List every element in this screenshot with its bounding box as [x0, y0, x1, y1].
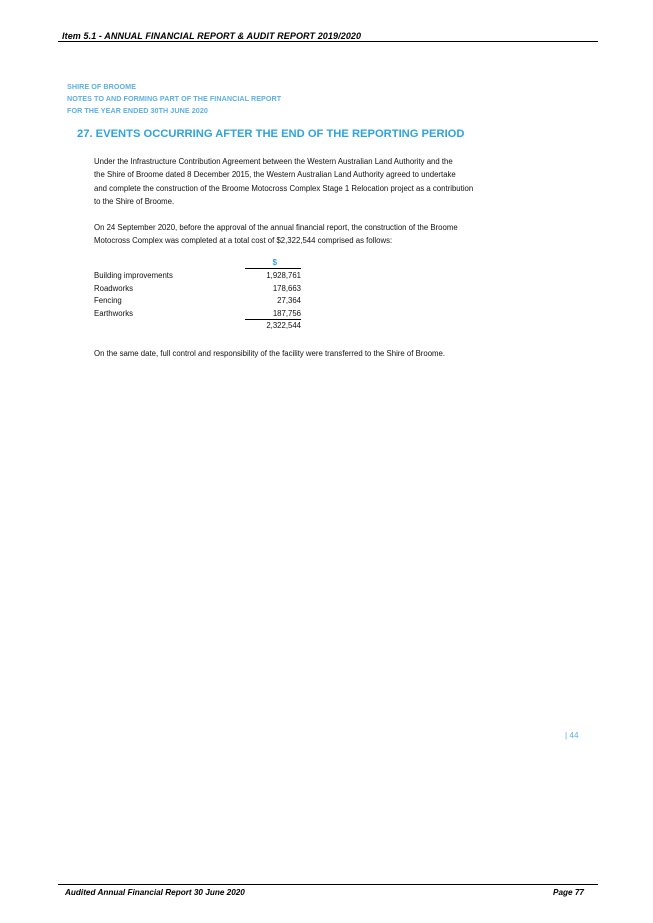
report-subtitle: NOTES TO AND FORMING PART OF THE FINANCIAL REPORT: [67, 94, 282, 103]
table-row-label: Roadworks: [94, 284, 133, 293]
paragraph-line: Motocross Complex was completed at a total cost of $2,322,544 comprised as follows:: [94, 236, 393, 246]
org-name: SHIRE OF BROOME: [67, 82, 137, 91]
paragraph-line: and complete the construction of the Broome Motocross Complex Stage 1 Relocation project as a contribution: [94, 183, 474, 193]
paragraph-transfer: On the same date, full control and responsibility of the facility were transferred to the Shire of Broome.: [94, 349, 446, 358]
section-heading: 27. EVENTS OCCURRING AFTER THE END OF THE REPORTING PERIOD: [77, 128, 465, 140]
table-row-value: 178,663: [272, 284, 301, 293]
table-subtotal-rule: [245, 319, 301, 320]
footer-rule: [58, 884, 598, 885]
table-row-label: Fencing: [94, 296, 122, 305]
page-marker: | 44: [565, 731, 579, 740]
table-row-value: 187,756: [272, 309, 301, 318]
paragraph-completion: [94, 221, 534, 248]
table-row-label: Building improvements: [94, 271, 173, 280]
table-header-rule: [245, 268, 301, 269]
paragraph-line: to the Shire of Broome.: [94, 196, 175, 206]
table-row-label: Earthworks: [94, 309, 133, 318]
table-currency-header: $: [272, 258, 277, 267]
paragraph-line: Under the Infrastructure Contribution Agreement between the Western Australian Land Authority and the: [94, 157, 453, 166]
report-period: FOR THE YEAR ENDED 30TH JUNE 2020: [67, 106, 208, 115]
table-row-value: 27,364: [277, 296, 301, 305]
table-total-value: 2,322,544: [266, 321, 301, 330]
footer-report-title: Audited Annual Financial Report 30 June 2020: [65, 888, 245, 897]
footer-page-number: Page 77: [553, 888, 584, 897]
table-row-value: 1,928,761: [266, 271, 301, 280]
paragraph-line: the Shire of Broome dated 8 December 2015, the Western Australian Land Authority agreed to undertake: [94, 170, 456, 180]
paragraph-line: On 24 September 2020, before the approval of the annual financial report, the construction of the Broome: [94, 223, 458, 232]
header-rule: [58, 41, 598, 42]
paragraph-agreement: [94, 155, 534, 208]
document-header-title: Item 5.1 - ANNUAL FINANCIAL REPORT & AUDIT REPORT 2019/2020: [62, 31, 362, 41]
